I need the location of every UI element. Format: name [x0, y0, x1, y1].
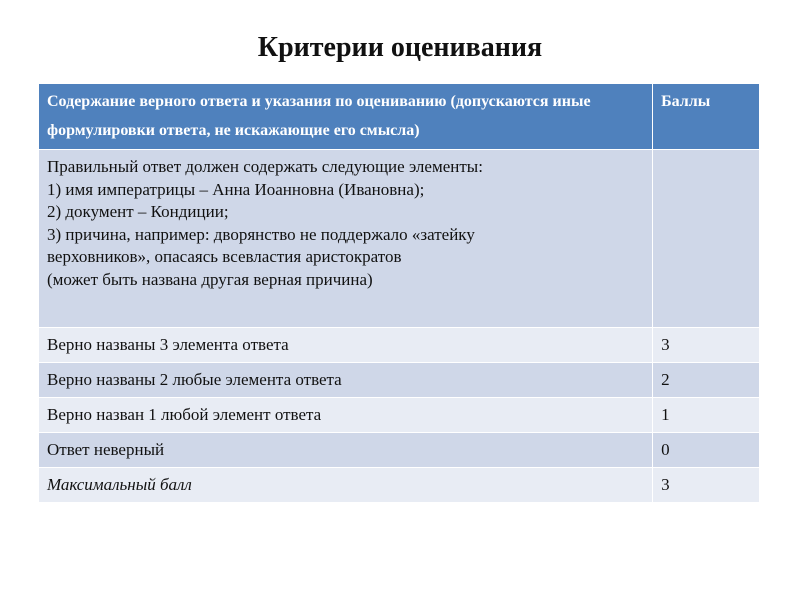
- answer-line: верховников», опасаясь всевластия аристократов: [47, 247, 402, 266]
- answer-line: 3) причина, например: дворянство не поддержало «затейку: [47, 224, 475, 244]
- answer-elements-cell: [39, 150, 653, 328]
- answer-score-cell: [653, 150, 760, 328]
- criterion-cell: Верно назван 1 любой элемент ответа: [39, 398, 653, 433]
- table-row: [39, 328, 760, 363]
- header-content-cell: Содержание верного ответа и указания по оцениванию (допускаются иные формулировки ответа, не искажающие его смысла): [39, 84, 653, 150]
- answer-line: (может быть названа другая верная причина): [47, 269, 373, 289]
- score-cell: 3: [653, 328, 760, 363]
- criterion-cell: Ответ неверный: [39, 433, 653, 468]
- max-score-cell: 3: [653, 468, 760, 503]
- criterion-cell: Верно названы 2 любые элемента ответа: [39, 363, 653, 398]
- table-row: [39, 363, 760, 398]
- max-score-label-cell: Максимальный балл: [39, 468, 653, 503]
- table-row: [39, 150, 760, 328]
- table-row: [39, 468, 760, 503]
- criteria-table: [38, 83, 760, 503]
- answer-line: Правильный ответ должен содержать следующие элементы:: [47, 157, 483, 176]
- table-row: [39, 433, 760, 468]
- answer-line: 2) документ – Кондиции;: [47, 202, 229, 221]
- criterion-cell: Верно названы 3 элемента ответа: [39, 328, 653, 363]
- answer-line: 1) имя императрицы – Анна Иоанновна (Ивановна);: [47, 179, 425, 199]
- page-title: Критерии оценивания: [257, 32, 543, 63]
- score-cell: 0: [653, 433, 760, 468]
- score-cell: 2: [653, 363, 760, 398]
- score-cell: 1: [653, 398, 760, 433]
- header-score-cell: Баллы: [653, 84, 760, 150]
- table-row: [39, 398, 760, 433]
- table-header-row: [39, 84, 760, 150]
